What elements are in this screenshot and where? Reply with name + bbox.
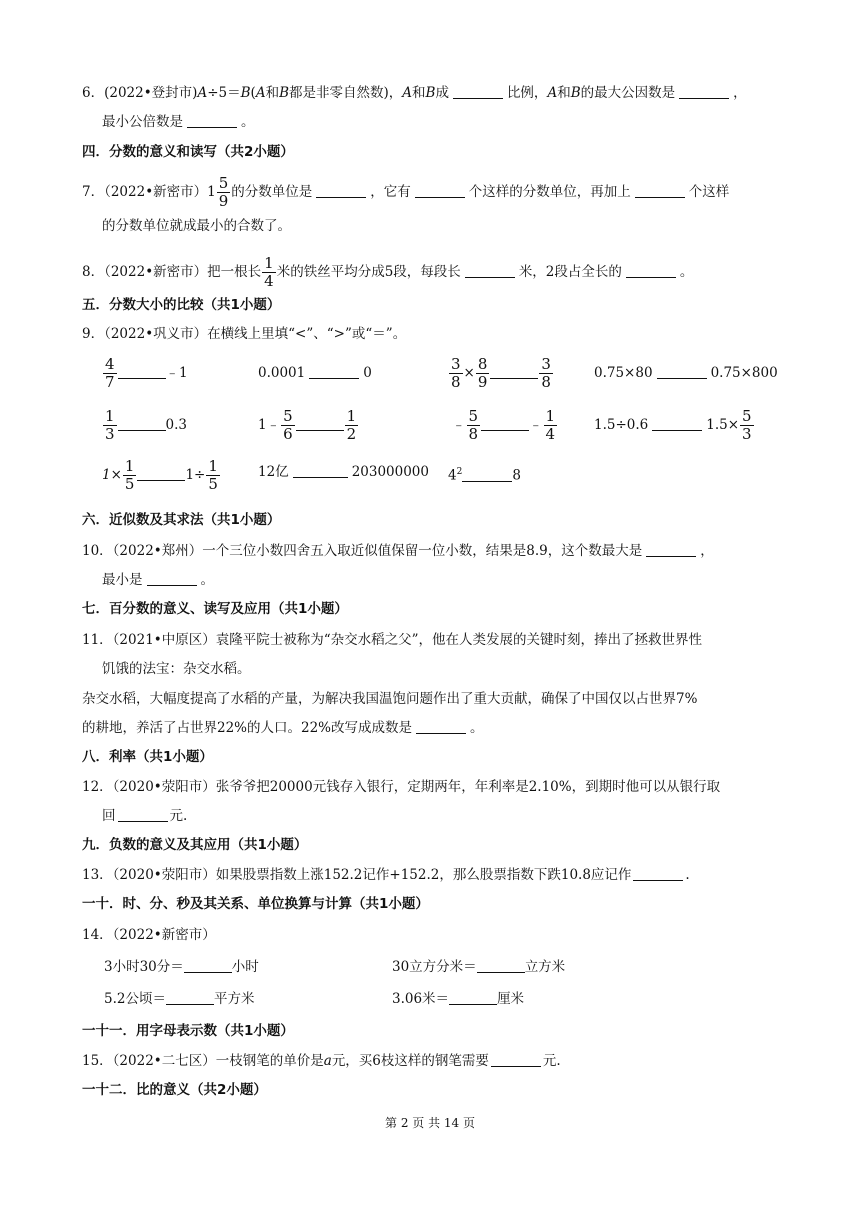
answer-blank[interactable] (449, 990, 497, 1005)
answer-blank[interactable] (309, 364, 359, 379)
section-heading-9: 九．负数的意义及其应用（共1小题） (82, 837, 308, 853)
conversion-item: 3.06米＝ 厘米 (392, 991, 525, 1007)
question-6-line-2: 最小公倍数是 。 (102, 114, 255, 130)
answer-blank[interactable] (416, 719, 466, 734)
conversion-item: 30立方分米＝ 立方米 (392, 959, 566, 975)
compare-item: $\frac{1}{3}$ 0.3 (105, 407, 188, 443)
answer-blank[interactable] (316, 183, 366, 198)
question-8: 8．（2022•新密市）把一根长 $\frac{1}{4}$ 米的铁丝平均分成5段，每段长 米，2段占全长的 。 (82, 254, 694, 290)
question-10-line-1: 10．（2022•郑州）一个三位小数四舍五入取近似值保留一位小数，结果是8.9，这个数最大是 ， (82, 543, 714, 559)
answer-blank[interactable] (147, 571, 197, 586)
compare-item: ﹣ $\frac{5}{8}$ ﹣ $\frac{1}{4}$ (452, 407, 556, 443)
question-13: 13．（2020•荥阳市）如果股票指数上涨152.2记作+152.2，那么股票指数下跌10.8应记作 . (82, 867, 690, 883)
section-heading-11: 一十一．用字母表示数（共1小题） (82, 1023, 294, 1039)
answer-blank[interactable] (646, 542, 696, 557)
fraction: $\frac{5}{9}$ (218, 174, 229, 210)
answer-blank[interactable] (184, 958, 232, 973)
answer-blank[interactable] (633, 866, 683, 881)
answer-blank[interactable] (652, 416, 702, 431)
compare-item: 1﹣ $\frac{5}{6}$ $\frac{1}{2}$ (258, 407, 357, 443)
question-11-line-1: 11．（2021•中原区）袁隆平院士被称为“杂交水稻之父”，他在人类发展的关键时刻，捧出了拯救世界性 (82, 632, 703, 648)
question-9-intro: 9．（2022•巩义市）在横线上里填“<”、“>”或“＝”。 (82, 326, 407, 342)
answer-blank[interactable] (657, 364, 707, 379)
question-12-line-1: 12．（2020•荥阳市）张爷爷把20000元钱存入银行，定期两年，年利率是2.10%，到期时他可以从银行取 (82, 779, 721, 795)
fraction: $\frac{1}{4}$ (264, 254, 274, 290)
question-10-line-2: 最小是 。 (102, 572, 214, 588)
compare-item: 12亿 203000000 (258, 464, 429, 480)
answer-blank[interactable] (118, 416, 166, 431)
section-heading-10: 一十．时、分、秒及其关系、单位换算与计算（共1小题） (82, 896, 429, 912)
section-heading-4: 四．分数的意义和读写（共2小题） (82, 144, 294, 160)
answer-blank[interactable] (465, 263, 515, 278)
compare-item: $4^2$ 8 (448, 467, 521, 484)
page-footer: 第 2 页 共 14 页 (385, 1116, 475, 1130)
question-7-line-1: 7．（2022•新密市）1 $\frac{5}{9}$ 的分数单位是 ，它有 个这样的分数单位，再加上 个这样 (82, 174, 730, 210)
section-heading-7: 七．百分数的意义、读写及应用（共1小题） (82, 601, 348, 617)
answer-blank[interactable] (481, 416, 529, 431)
question-11-line-2: 饥饿的法宝：杂交水稻。 (102, 661, 251, 677)
answer-blank[interactable] (415, 183, 465, 198)
answer-blank[interactable] (166, 990, 214, 1005)
answer-blank[interactable] (453, 84, 503, 99)
question-14-header: 14．（2022•新密市） (82, 927, 216, 943)
section-heading-6: 六．近似数及其求法（共1小题） (82, 512, 281, 528)
answer-blank[interactable] (477, 958, 525, 973)
answer-blank[interactable] (296, 416, 344, 431)
answer-blank[interactable] (137, 466, 185, 481)
compare-item: $\frac{3}{8}$ × $\frac{8}{9}$ $\frac{3}{8}$ (451, 355, 551, 391)
conversion-item: 3小时30分＝ 小时 (104, 959, 259, 975)
answer-blank[interactable] (293, 463, 348, 478)
answer-blank[interactable] (118, 807, 168, 822)
compare-item: 1× $\frac{1}{5}$ 1÷ $\frac{1}{5}$ (102, 457, 218, 493)
compare-item: $\frac{4}{7}$ ﹣1 (105, 355, 188, 391)
question-number: 6．(2022•登封市) (82, 85, 198, 101)
section-heading-12: 一十二．比的意义（共2小题） (82, 1082, 267, 1098)
conversion-item: 5.2公顷＝ 平方米 (104, 991, 255, 1007)
question-7-line-2: 的分数单位就成最小的合数了。 (102, 218, 291, 234)
question-6-line-1: 6．(2022•登封市)A÷5＝B(A和B都是非零自然数)，A和B成 比例，A和B的最大公因数是 ， (82, 85, 747, 101)
answer-blank[interactable] (118, 364, 166, 379)
compare-item: 0.75×80 0.75×800 (594, 365, 778, 381)
question-15: 15．（2022•二七区）一枝钢笔的单价是a元，买6枝这样的钢笔需要 元. (82, 1053, 561, 1069)
question-11-line-4: 的耕地，养活了占世界22%的人口。22%改写成成数是 。 (82, 720, 484, 736)
section-heading-8: 八．利率（共1小题） (82, 749, 213, 765)
answer-blank[interactable] (679, 84, 729, 99)
answer-blank[interactable] (187, 113, 237, 128)
answer-blank[interactable] (491, 1052, 541, 1067)
question-12-line-2: 回 元. (102, 808, 188, 824)
answer-blank[interactable] (635, 183, 685, 198)
question-11-line-3: 杂交水稻，大幅度提高了水稻的产量，为解决我国温饱问题作出了重大贡献，确保了中国仅以占世界7% (82, 691, 698, 707)
answer-blank[interactable] (462, 467, 512, 482)
answer-blank[interactable] (490, 364, 538, 379)
section-heading-5: 五．分数大小的比较（共1小题） (82, 297, 281, 313)
compare-item: 0.0001 0 (258, 365, 372, 381)
answer-blank[interactable] (626, 263, 676, 278)
compare-item: 1.5÷0.6 1.5× $\frac{5}{3}$ (594, 407, 752, 443)
